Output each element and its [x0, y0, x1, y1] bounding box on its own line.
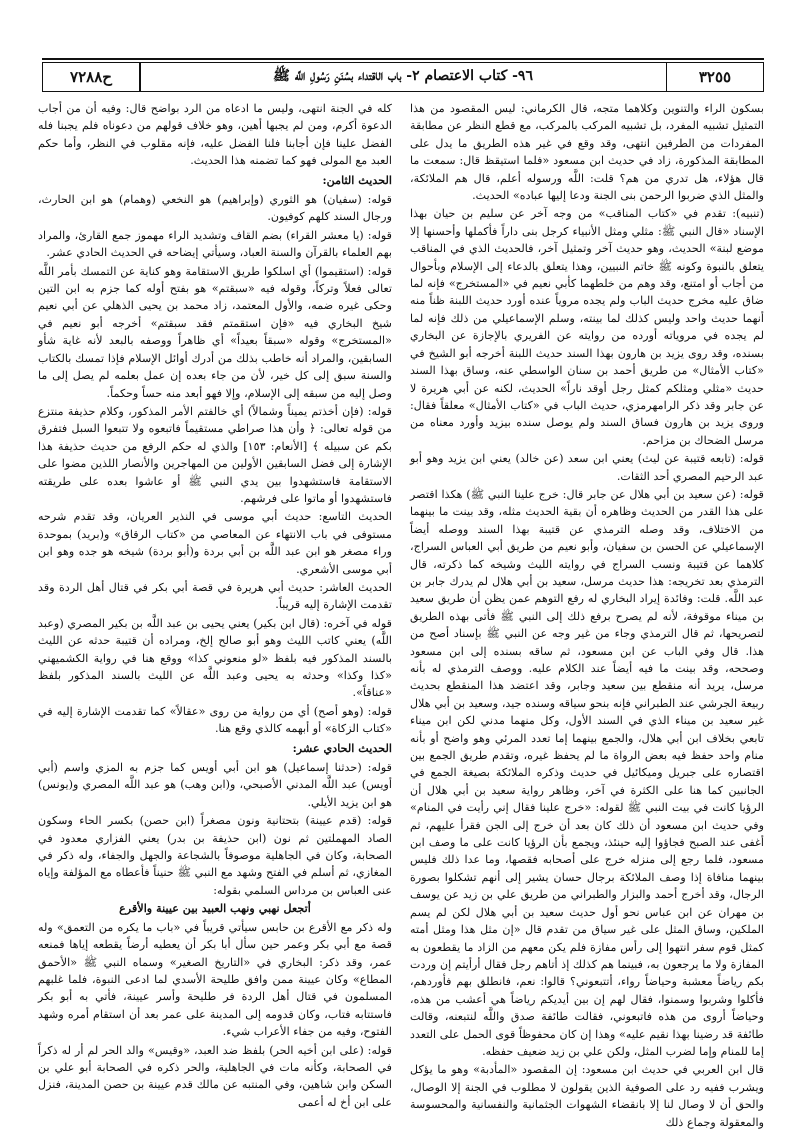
paragraph: قوله في آخره: (قال ابن بكير) يعني يحيى بن عبد اللَّه بن بكير المصري (وعبد اللَّه) يعني كاتب الليث وهو أبو صالح إلخ، ومراده أن قتيبة حدثه عن الليث بالسند المذكور فيه بلفظ «لو منعوني كذا» ووقع هنا في رواية الكشميهني «كذا وكذا» وحدثه به يحيى وعبد اللَّه عن الليث بالسند المذكور بلفظ «عناقاً». — [38, 616, 392, 700]
paragraph: قوله: (يا معشر القراء) بضم القاف وتشديد الراء مهموز جمع القارئ، والمراد بهم العلماء بالقرآن والسنة العباد، وسيأتي إيضاحه في الحديث الحادي عشر. — [38, 228, 392, 260]
page-number: ٣٢٥٥ — [698, 68, 732, 86]
paragraph: قال ابن العربي في حديث ابن مسعود: إن المقصود «المأدبة» وهو ما يؤكل ويشرب ففيه رد على الصوفية الذين يقولون لا مطلوب في الجنة إلا الوصال، والحق أن لا وصال لنا إلا بانقضاء الشهوات الجثمانية والنفسانية والمحسوسة والمعقولة وجماع ذلك — [410, 1063, 764, 1129]
paragraph: قوله: (على ابن أخيه الحر) بلفظ ضد العبد، «وقيس» والد الحر لم أر له ذكراً في الصحابة، وكأنه مات في الجاهلية، والحر ذكره في الصحابة أبو علي بن السكن وابن شاهين، وفي المنتبه عن مالك قدم عيينة بن حصن المدينة، فنزل على ابن أخ له أعمى — [38, 1043, 392, 1109]
paragraph: قوله: (سفيان) هو الثوري (وإبراهيم) هو النخعي (وهمام) هو ابن الحارث، ورجال السند كلهم كوفيون. — [38, 193, 392, 224]
paragraph: كله في الجنة انتهى، وليس ما ادعاه من الرد بواضح قال: وفيه أن من أجاب الدعوة أكرم، ومن لم يجبها أهين، وهو خلاف قولهم من دعوناه فلم يجبنا فله الفضل علينا فإن أجابنا فلنا الفضل عليه، فإنه مقلوب في النظر، وأما حكم العبد مع المولى فهو كما تضمنه هذا الحديث. — [38, 102, 392, 168]
paragraph: بسكون الراء والتنوين وكلاهما متجه، قال الكرماني: ليس المقصود من هذا التمثيل تشبيه المفرد، بل تشبيه المركب بالمركب، مع قطع النظر عن مطابقة المفردات من الطرفين انتهى، وقد وقع في غير هذه الطريق ما يدل على المطابقة المذكورة، زاد في حديث ابن مسعود «فلما استيقظ قال: سمعت ما قال هؤلاء، هل تدري من هم؟ قلت: اللَّه ورسوله أعلم، قال هم الملائكة، والمثل الذي ضربوا الرحمن بنى الجنة ودعا إليها عباده» الحديث. — [410, 102, 764, 203]
paragraph: قوله: (وهو أصح) أي من رواية من روى «عقالاً» كما تقدمت الإشارة إليه في «كتاب الزكاة» أو أبهمه كالذي وقع هنا. — [38, 704, 392, 736]
header-divider — [666, 63, 668, 91]
running-header — [42, 62, 764, 92]
paragraph: قوله: (تابعه قتيبة عن ليث) يعني ابن سعد (عن خالد) يعني ابن يزيد وهو أبو عبد الرحيم المصري أحد الثقات. — [410, 452, 764, 483]
paragraph: قوله: (قدم عيينة) بتحتانية ونون مصغراً (ابن حصن) بكسر الحاء وسكون الصاد المهملتين ثم نون (ابن حذيفة بن بدر) يعني الفزاري معدود في الصحابة، وكان في الجاهلية موصوفاً بالشجاعة والجهل والجفاء، وله ذكر في المغازي، ثم أسلم في الفتح وشهد مع النبي ﷺ حنيناً فأعطاه مع المؤلفة وإياه عنى العباس بن مرداس السلمي بقوله: — [38, 814, 392, 897]
paragraph: وله ذكر مع الأقرع بن حابس سيأتي قريباً في «باب ما يكره من التعمق» وله قصة مع أبي بكر وعمر حين سأل أبا بكر أن يعطيه أرضاً يقطعه إياها فمنعه عمر، وقد ذكر: البخاري في «التاريخ الصغير» وسماه النبي ﷺ «الأحمق المطاع» وكان عيينة ممن وافق طليحة الأسدي لما ادعى النبوة، فلما غلبهم المسلمون في قتال أهل الردة فر طليحة وأسر عيينة، فأتي به أبو بكر فاستتابه فتاب، وكان قدومه إلى المدينة على عمر بعد أن استقام أمره وشهد الفتوح، وفيه من جفاء الأعراب شيء. — [38, 920, 392, 1039]
text-columns — [38, 100, 764, 1129]
section-heading: الحديث الحادي عشر: — [292, 740, 392, 755]
hadith-reference: ح٧٢٨٨ — [70, 68, 112, 86]
paragraph: الحديث العاشر: حديث أبي هريرة في قصة أبي بكر في قتال أهل الردة وقد تقدمت الإشارة إليه قريباً. — [38, 580, 392, 612]
paragraph: قوله: (استقيموا) أي اسلكوا طريق الاستقامة وهو كناية عن التمسك بأمر اللَّه تعالى فعلاً وتركاً، وقوله فيه «سبقتم» هو بفتح أوله كما جزم به ابن التين وحكى غيره ضمه، والأول المعتمد، زاد محمد بن يحيى الذهلي عن أبي نعيم شيخ البخاري فيه «فإن استقمتم فقد سبقتم» أخرجه أبو نعيم في «المستخرج» وقوله «سبقاً بعيداً» أي ظاهراً ووصفه بالبعد لأنه غاية شأو السابقين، والمراد أنه خاطب بذلك من أدرك أوائل الإسلام فإذا تمسك بالكتاب والسنة سبق إلى كل خير، لأن من جاء بعده إن عمل بعلمه لم يصل إلى ما وصل إليه من سبقه إلى الإسلام، وإلا فهو أبعد منه حساً وحكماً. — [38, 264, 392, 400]
paragraph: الحديث التاسع: حديث أبي موسى في النذير العريان، وقد تقدم شرحه مستوفى في باب الانتهاء عن المعاصي من «كتاب الرقاق» و(بريد) بموحدة وراء مصغر هو ابن عبد اللَّه بن أبي بردة و(أبو بردة) شيخه هو جده وهو ابن أبي موسى الأشعري. — [38, 510, 392, 576]
verse-line: أتجعل نهبي ونهب العبيد بين عيينة والأقرع — [119, 901, 311, 916]
left-column — [38, 100, 392, 1108]
paragraph: (تنبيه): تقدم في «كتاب المناقب» من وجه آخر عن سليم بن حيان بهذا الإسناد «قال النبي ﷺ: مثلي ومثل الأنبياء كرجل بنى داراً فأكملها وأحسنها إلا موضع لبنة» الحديث، وهو حديث آخر وتمثيل آخر، فالحديث الذي في المناقب يتعلق بالنبوة وكونه ﷺ خاتم النبيين، وهذا يتعلق بالدعاء إلى الإسلام وبأحوال من أجاب أو امتنع، وقد وهم من خلطهما كأبي نعيم في «المستخرج» فإنه لما ضاق عليه مخرج حديث الباب ولم يجده مروياً عنده أورد حديث اللبنة ظناً منه أنهما حديث واحد وليس كذلك لما بينته، وسلم الإسماعيلي من ذلك فإنه لما لم يجده في مروياته أورده من روايته عن الفريري بالإجازة عن البخاري بسنده، وقد روى يزيد بن هارون بهذا السند حديث اللبنة أخرجه أبو الشيخ في «كتاب الأمثال» من طريق أحمد بن سنان الواسطي عنه، وساق بهذا السند حديث «مثلي ومثلكم كمثل رجل أوقد ناراً» الحديث، لكنه عن أبي هريرة لا عن جابر وقد ذكر الرامهرمزي، حديث الباب في «كتاب الأمثال» معلقاً فقال: وروى يزيد بن هارون فساق السند ولم يوصل سنده بيزيد وأورد معناه من مرسل الضحاك بن مزاحم. — [410, 207, 764, 447]
header-rule — [42, 58, 764, 60]
section-heading: الحديث الثامن: — [322, 172, 392, 187]
running-title: ٩٦- كتاب الاعتصام ٢- باب الاقتداء بسُنَنِ رَسُولِ اللَّه ﷺ — [273, 68, 533, 84]
paragraph: قوله: (فإن أخذتم يميناً وشمالاً) أي خالفتم الأمر المذكور، وكلام حذيفة منتزع من قوله تعالى: ﴿ وأن هذا صراطي مستقيماً فاتبعوه ولا تتبعوا السبل فتفرق بكم عن سبيله ﴾ [الأنعام: ١٥٣] والذي له حكم الرفع من حديث حذيفة هذا الإشارة إلى فضل السابقين الأولين من المهاجرين والأنصار اللذين مضوا على الاستقامة فاستشهدوا بين يدي النبي ﷺ أو عاشوا بعده على طريقته فاستشهدوا أو ماتوا على فرشهم. — [38, 404, 392, 505]
right-column — [410, 100, 764, 1129]
header-divider — [139, 63, 141, 91]
paragraph: قوله: (عن سعيد بن أبي هلال عن جابر قال: خرج علينا النبي ﷺ) هكذا اقتصر على هذا القدر من الحديث وظاهره أن بقية الحديث مثله، وقد بينت ما بينهما من الاختلاف، وقد وصله الترمذي عن قتيبة بهذا السند ووصله أيضاً الإسماعيلي عن الحسن بن سفيان، وأبو نعيم من طريق أبي العباس السراج، كلاهما عن قتيبة ونسب السراج في روايته الليث وشيخه كما ذكرته، قال الترمذي بعد تخريجه: هذا حديث مرسل، سعيد بن أبي هلال لم يدرك جابر بن عبد اللَّه. قلت: وفائدة إيراد البخاري له رفع التوهم عمن يظن أن طريق سعيد بن ميناء موقوفة، لأنه لم يصرح برفع ذلك إلى النبي ﷺ فأتى بهذه الطريق لتصريحها، ثم قال الترمذي وجاء من غير وجه عن النبي ﷺ بإسناد أصح من هذا. قال وفي الباب عن ابن مسعود، ثم ساقه بسنده إلى ابن مسعود وصححه، وقد بينت ما فيه أيضاً عند الكلام عليه. ووصف الترمذي له بأنه مرسل، يريد أنه منقطع بين سعيد وجابر، وقد اعتضد هذا المنقطع بحديث ربيعة الجرشي عند الطبراني فإنه بنحو سياقه وسنده جيد، وسعيد بن أبي هلال غير سعيد بن ميناء الذي في السند الأول، وكل منهما مدني لكن ابن ميناء تابعي بخلاف ابن أبي هلال، والجمع بينهما إما تعدد المرئي وهو واضح أو بأنه منام واحد حفظ فيه بعض الرواة ما لم يحفظ غيره، وتقدم طريق الجمع بين اقتصاره على جبريل وميكائيل في حديث وذكره الملائكة بصيغة الجمع في الجانبين كما هنا على الكثرة في آخر، وظاهر رواية سعيد بن أبي هلال أن الرؤيا كانت في بيت النبي ﷺ لقوله: «خرج علينا فقال إني رأيت في المنام» وفي حديث ابن مسعود أن ذلك كان بعد أن خرج إلى الجن فقرأ عليهم، ثم أغفى عند الصبح فجاؤوا إليه حينئذ، ويجمع بأن الرؤيا كانت على ما وصف ابن مسعود، فلما رجع إلى منزله خرج على أصحابه فقصها، وما عدا ذلك فليس بينهما منافاة إذا وصف الملائكة برجال حسان يشير إلى أنهم تشكلوا بصورة الرجال، وقد أخرج أحمد والبزار والطبراني من طريق علي بن زيد عن يوسف بن مهران عن ابن عباس نحو أول حديث سعيد بن أبي هلال لكن لم يسم الملكين، وساق المثل على غير سياق من تقدم قال «إن مثل هذا ومثل أمته كمثل قوم سفر انتهوا إلى رأس مفازة فلم يكن معهم من الزاد ما يقطعون به المفازة ولا ما يرجعون به، فبينما هم كذلك إذ أتاهم رجل فقال أرأيتم إن وردت بكم رياضاً معشبة وحياضاً رواء، أتتبعوني؟ قالوا: نعم، فانطلق بهم فأوردهم، فأكلوا وشربوا وسمنوا، فقال لهم إن بين أيديكم رياضاً هي أعشب من هذه، وحياضاً أروى من هذه فاتبعوني، فقالت طائفة صدق واللَّه لنتبعنه، وقالت طائفة قد رضينا بهذا نقيم عليه» وهذا إن كان محفوظاً قوى الحمل على التعدد إما للمنام وإما لضرب المثل، ولكن علي بن زيد ضعيف حفظه. — [410, 487, 764, 1058]
paragraph: قوله: (حدثنا إسماعيل) هو ابن أبي أويس كما جزم به المزي واسم (أبي أويس) عبد اللَّه المدني الأصبحي، و(ابن وهب) هو عبد اللَّه المصري و(يونس) هو ابن يزيد الأيلي. — [38, 761, 392, 809]
